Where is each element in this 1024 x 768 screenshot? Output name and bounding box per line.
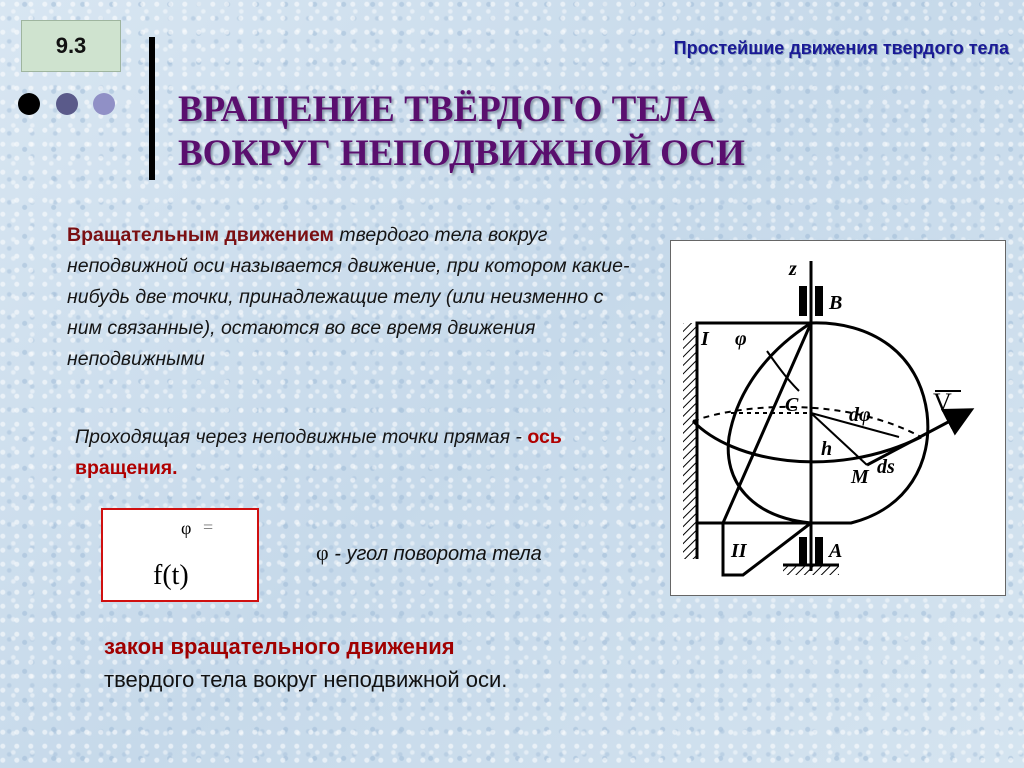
dot-2: [56, 93, 78, 115]
label-ds: ds: [877, 456, 895, 478]
bearing-b-right: [815, 286, 823, 316]
axis-paragraph: [75, 422, 635, 484]
label-h: h: [821, 438, 833, 460]
wall-hatch: [683, 323, 697, 559]
axis-term: ось вращения.: [75, 426, 562, 479]
title-line-2: ВОКРУГ НЕПОДВИЖНОЙ ОСИ: [178, 133, 745, 174]
axis-text: Проходящая через неподвижные точки прямая -: [75, 426, 528, 448]
trajectory-back: [693, 407, 921, 437]
slide-number: 9.3: [21, 20, 121, 72]
header-subject: Простейшие движения твердого тела: [673, 38, 1009, 58]
formula-equals: =: [203, 517, 214, 537]
definition-text: твердого тела вокруг неподвижной оси называется движение, при котором какие-нибудь две точки, принадлежащие телу (или неизменно с ним связанные), остаются во все время движения неподвижными: [67, 224, 630, 370]
law-statement: [104, 630, 507, 696]
title-line-1: ВРАЩЕНИЕ ТВЁРДОГО ТЕЛА: [178, 89, 715, 130]
definition-term: Вращательным движением: [67, 224, 334, 246]
definition-paragraph: [67, 220, 637, 375]
label-c: C: [785, 394, 799, 416]
formula-rhs: f(t): [153, 560, 189, 591]
rotation-diagram: [670, 240, 1006, 596]
dot-3: [93, 93, 115, 115]
label-z: z: [789, 258, 797, 280]
bearing-b-left: [799, 286, 807, 316]
label-plate-1: I: [701, 328, 709, 350]
plate-1: [697, 323, 811, 523]
progress-dots: [18, 93, 138, 117]
formula-phi: φ: [181, 518, 192, 538]
formula-box: [101, 508, 259, 602]
label-b: B: [829, 292, 843, 314]
label-m: M: [851, 466, 869, 488]
label-v: V: [933, 388, 952, 417]
rotation-diagram-svg: [671, 241, 1005, 595]
law-term: закон вращательного движения: [104, 634, 455, 659]
bearing-a-left: [799, 537, 807, 565]
bearing-a-right: [815, 537, 823, 565]
label-dphi: dφ: [849, 404, 871, 426]
divider-line: [149, 37, 155, 180]
dot-1: [18, 93, 40, 115]
phi-description-text: - угол поворота тела: [328, 543, 542, 565]
label-plate-2: II: [731, 540, 747, 562]
page-title: [178, 88, 878, 176]
phi-description: [316, 540, 542, 566]
phi-symbol: φ: [316, 540, 329, 565]
label-a: A: [829, 540, 843, 562]
label-phi: φ: [735, 328, 747, 350]
law-text: твердого тела вокруг неподвижной оси.: [104, 667, 508, 692]
